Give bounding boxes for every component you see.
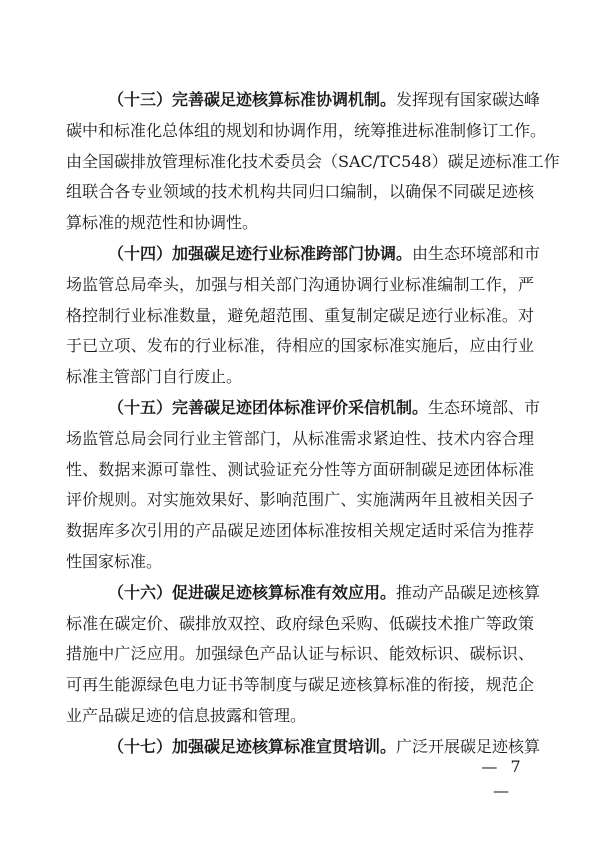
paragraph-first-line	[108, 242, 541, 266]
paragraph-text: 推动产品碳足迹核算	[396, 582, 541, 602]
paragraph-first-line	[108, 88, 541, 112]
paragraph-heading: （十三）完善碳足迹核算标准协调机制。	[108, 90, 397, 109]
paragraph-line: 性国家标准。	[66, 552, 163, 571]
paragraph-line: 碳中和标准化总体组的规划和协调作用，统筹推进标准制修订工作。	[66, 120, 547, 140]
paragraph-line: 场监管总局会同行业主管部门，从标准需求紧迫性、技术内容合理	[66, 428, 534, 448]
page-number: — 7 —	[481, 757, 525, 800]
paragraph-line: 于已立项、发布的行业标准，待相应的国家标准实施后，应由行业	[66, 336, 534, 356]
paragraph-heading: （十六）促进碳足迹核算标准有效应用。	[108, 582, 397, 602]
paragraph-heading: （十五）完善碳足迹团体标准评价采信机制。	[108, 398, 429, 417]
paragraph-line: 数据库多次引用的产品碳足迹团体标准按相关规定适时采信为推荐	[66, 521, 534, 541]
paragraph-line: 场监管总局牵头，加强与相关部门沟通协调行业标准编制工作，严	[66, 274, 534, 294]
paragraph-line: 由全国碳排放管理标准化技术委员会（SAC/TC548）碳足迹标准工作	[66, 151, 560, 171]
paragraph-first-line	[108, 396, 541, 420]
paragraph-line: 可再生能源绿色电力证书等制度与碳足迹核算标准的衔接，规范企	[66, 675, 534, 695]
paragraph-line: 措施中广泛应用。加强绿色产品认证与标识、能效标识、碳标识、	[66, 644, 534, 664]
paragraph-text: 发挥现有国家碳达峰	[396, 90, 541, 109]
paragraph-line: 性、数据来源可靠性、测试验证充分性等方面研制碳足迹团体标准	[66, 459, 534, 479]
paragraph-line: 评价规则。对实施效果好、影响范围广、实施满两年且被相关因子	[66, 490, 534, 510]
paragraph-line: 组联合各专业领域的技术机构共同归口编制，以确保不同碳足迹核	[66, 182, 534, 202]
paragraph-line: 算标准的规范性和协调性。	[66, 213, 259, 233]
paragraph-text: 由生态环境部和市	[412, 244, 541, 263]
paragraph-line: 格控制行业标准数量，避免超范围、重复制定碳足迹行业标准。对	[66, 305, 534, 325]
paragraph-text: 生态环境部、市	[428, 398, 541, 417]
paragraph-heading: （十七）加强碳足迹核算标准宣贯培训。	[108, 736, 397, 756]
paragraph-heading: （十四）加强碳足迹行业标准跨部门协调。	[108, 244, 413, 263]
paragraph-line: 标准主管部门自行废止。	[66, 367, 243, 387]
paragraph-text: 广泛开展碳足迹核算	[396, 736, 541, 756]
paragraph-line: 标准在碳定价、碳排放双控、政府绿色采购、低碳技术推广等政策	[66, 613, 534, 633]
paragraph-first-line	[108, 581, 541, 605]
paragraph-line: 业产品碳足迹的信息披露和管理。	[66, 706, 307, 725]
